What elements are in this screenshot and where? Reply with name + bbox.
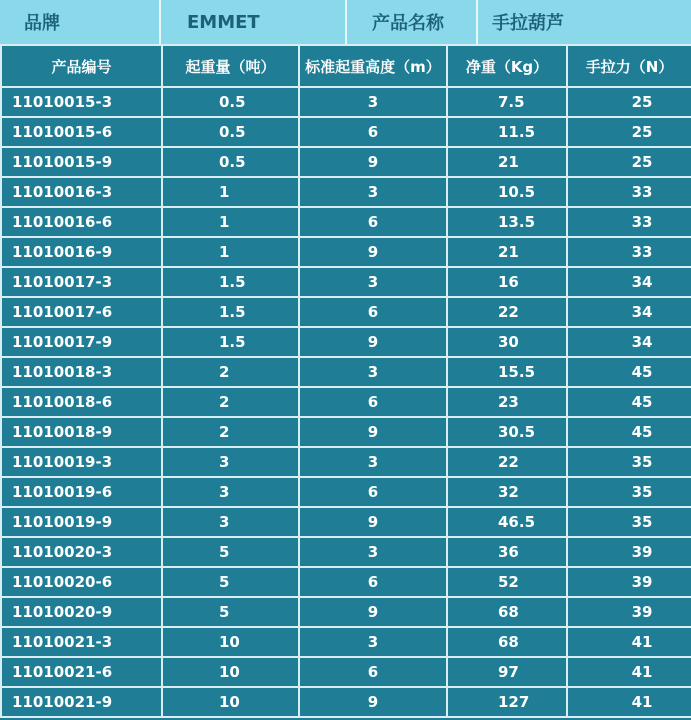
pull-force-cell: 41 bbox=[567, 687, 691, 717]
pull-force-cell: 25 bbox=[567, 87, 691, 117]
capacity-cell: 10 bbox=[162, 657, 299, 687]
table-row bbox=[1, 207, 691, 237]
lift-height-cell: 6 bbox=[299, 567, 447, 597]
table-row bbox=[1, 447, 691, 477]
pull-force-cell: 35 bbox=[567, 477, 691, 507]
pull-force-cell: 39 bbox=[567, 567, 691, 597]
lift-height-cell: 9 bbox=[299, 147, 447, 177]
net-weight-cell: 21 bbox=[447, 147, 567, 177]
capacity-cell: 0.5 bbox=[162, 117, 299, 147]
product-code-cell: 11010018-3 bbox=[1, 357, 162, 387]
product-code-cell: 11010017-6 bbox=[1, 297, 162, 327]
pull-force-cell: 33 bbox=[567, 207, 691, 237]
table-header-row bbox=[1, 45, 691, 87]
net-weight-cell: 7.5 bbox=[447, 87, 567, 117]
table-row bbox=[1, 417, 691, 447]
lift-height-cell: 6 bbox=[299, 657, 447, 687]
capacity-cell: 5 bbox=[162, 537, 299, 567]
capacity-cell: 1.5 bbox=[162, 297, 299, 327]
pull-force-cell: 34 bbox=[567, 297, 691, 327]
table-row bbox=[1, 297, 691, 327]
column-header-pull-force: 手拉力（N） bbox=[567, 45, 691, 87]
pull-force-cell: 39 bbox=[567, 597, 691, 627]
product-code-cell: 11010021-6 bbox=[1, 657, 162, 687]
product-code-cell: 11010021-3 bbox=[1, 627, 162, 657]
pull-force-cell: 41 bbox=[567, 657, 691, 687]
capacity-cell: 1 bbox=[162, 177, 299, 207]
table-row bbox=[1, 117, 691, 147]
table-row bbox=[1, 477, 691, 507]
capacity-cell: 3 bbox=[162, 447, 299, 477]
product-code-cell: 11010019-9 bbox=[1, 507, 162, 537]
product-code-cell: 11010015-9 bbox=[1, 147, 162, 177]
product-code-cell: 11010019-3 bbox=[1, 447, 162, 477]
lift-height-cell: 6 bbox=[299, 207, 447, 237]
lift-height-cell: 9 bbox=[299, 597, 447, 627]
table-row bbox=[1, 597, 691, 627]
product-code-cell: 11010021-9 bbox=[1, 687, 162, 717]
table-row bbox=[1, 327, 691, 357]
table-row bbox=[1, 237, 691, 267]
lift-height-cell: 9 bbox=[299, 327, 447, 357]
capacity-cell: 3 bbox=[162, 507, 299, 537]
net-weight-cell: 15.5 bbox=[447, 357, 567, 387]
product-code-cell: 11010015-6 bbox=[1, 117, 162, 147]
pull-force-cell: 33 bbox=[567, 177, 691, 207]
product-header bbox=[0, 0, 691, 44]
lift-height-cell: 6 bbox=[299, 477, 447, 507]
net-weight-cell: 46.5 bbox=[447, 507, 567, 537]
lift-height-cell: 9 bbox=[299, 417, 447, 447]
capacity-cell: 0.5 bbox=[162, 147, 299, 177]
lift-height-cell: 3 bbox=[299, 447, 447, 477]
net-weight-cell: 13.5 bbox=[447, 207, 567, 237]
capacity-cell: 1 bbox=[162, 237, 299, 267]
product-code-cell: 11010018-9 bbox=[1, 417, 162, 447]
product-name-label: 产品名称 bbox=[347, 0, 478, 44]
net-weight-cell: 52 bbox=[447, 567, 567, 597]
pull-force-cell: 34 bbox=[567, 327, 691, 357]
capacity-cell: 2 bbox=[162, 387, 299, 417]
pull-force-cell: 39 bbox=[567, 537, 691, 567]
table-row bbox=[1, 267, 691, 297]
net-weight-cell: 11.5 bbox=[447, 117, 567, 147]
net-weight-cell: 68 bbox=[447, 627, 567, 657]
product-code-cell: 11010017-3 bbox=[1, 267, 162, 297]
product-code-cell: 11010016-9 bbox=[1, 237, 162, 267]
table-row bbox=[1, 147, 691, 177]
column-header-code: 产品编号 bbox=[1, 45, 162, 87]
product-code-cell: 11010016-3 bbox=[1, 177, 162, 207]
net-weight-cell: 30.5 bbox=[447, 417, 567, 447]
spec-table bbox=[0, 44, 691, 718]
lift-height-cell: 9 bbox=[299, 687, 447, 717]
capacity-cell: 0.5 bbox=[162, 87, 299, 117]
table-row bbox=[1, 657, 691, 687]
table-row bbox=[1, 507, 691, 537]
net-weight-cell: 30 bbox=[447, 327, 567, 357]
lift-height-cell: 3 bbox=[299, 267, 447, 297]
pull-force-cell: 35 bbox=[567, 507, 691, 537]
net-weight-cell: 68 bbox=[447, 597, 567, 627]
net-weight-cell: 23 bbox=[447, 387, 567, 417]
product-code-cell: 11010018-6 bbox=[1, 387, 162, 417]
table-row bbox=[1, 627, 691, 657]
net-weight-cell: 21 bbox=[447, 237, 567, 267]
pull-force-cell: 45 bbox=[567, 387, 691, 417]
product-code-cell: 11010019-6 bbox=[1, 477, 162, 507]
lift-height-cell: 6 bbox=[299, 117, 447, 147]
pull-force-cell: 45 bbox=[567, 357, 691, 387]
table-body bbox=[1, 87, 691, 717]
pull-force-cell: 35 bbox=[567, 447, 691, 477]
brand-label: 品牌 bbox=[0, 0, 161, 44]
table-row bbox=[1, 567, 691, 597]
table-row bbox=[1, 537, 691, 567]
column-header-lift-height: 标准起重高度（m） bbox=[299, 45, 447, 87]
table-row bbox=[1, 87, 691, 117]
lift-height-cell: 6 bbox=[299, 387, 447, 417]
lift-height-cell: 3 bbox=[299, 357, 447, 387]
table-row bbox=[1, 177, 691, 207]
product-code-cell: 11010020-9 bbox=[1, 597, 162, 627]
lift-height-cell: 9 bbox=[299, 507, 447, 537]
net-weight-cell: 10.5 bbox=[447, 177, 567, 207]
capacity-cell: 10 bbox=[162, 627, 299, 657]
net-weight-cell: 16 bbox=[447, 267, 567, 297]
product-code-cell: 11010016-6 bbox=[1, 207, 162, 237]
pull-force-cell: 33 bbox=[567, 237, 691, 267]
table-row bbox=[1, 387, 691, 417]
product-code-cell: 11010017-9 bbox=[1, 327, 162, 357]
capacity-cell: 2 bbox=[162, 417, 299, 447]
lift-height-cell: 3 bbox=[299, 537, 447, 567]
product-code-cell: 11010020-3 bbox=[1, 537, 162, 567]
capacity-cell: 5 bbox=[162, 567, 299, 597]
net-weight-cell: 127 bbox=[447, 687, 567, 717]
net-weight-cell: 22 bbox=[447, 297, 567, 327]
lift-height-cell: 3 bbox=[299, 177, 447, 207]
pull-force-cell: 34 bbox=[567, 267, 691, 297]
net-weight-cell: 22 bbox=[447, 447, 567, 477]
lift-height-cell: 3 bbox=[299, 627, 447, 657]
table-row bbox=[1, 687, 691, 717]
capacity-cell: 5 bbox=[162, 597, 299, 627]
column-header-capacity: 起重量（吨） bbox=[162, 45, 299, 87]
capacity-cell: 1.5 bbox=[162, 327, 299, 357]
pull-force-cell: 25 bbox=[567, 147, 691, 177]
lift-height-cell: 6 bbox=[299, 297, 447, 327]
product-code-cell: 11010020-6 bbox=[1, 567, 162, 597]
net-weight-cell: 97 bbox=[447, 657, 567, 687]
product-name-value: 手拉葫芦 bbox=[492, 13, 564, 34]
capacity-cell: 2 bbox=[162, 357, 299, 387]
brand-value: EMMET bbox=[161, 0, 347, 44]
column-header-net-weight: 净重（Kg） bbox=[447, 45, 567, 87]
net-weight-cell: 36 bbox=[447, 537, 567, 567]
pull-force-cell: 45 bbox=[567, 417, 691, 447]
capacity-cell: 10 bbox=[162, 687, 299, 717]
net-weight-cell: 32 bbox=[447, 477, 567, 507]
capacity-cell: 1.5 bbox=[162, 267, 299, 297]
pull-force-cell: 25 bbox=[567, 117, 691, 147]
lift-height-cell: 9 bbox=[299, 237, 447, 267]
capacity-cell: 3 bbox=[162, 477, 299, 507]
lift-height-cell: 3 bbox=[299, 87, 447, 117]
capacity-cell: 1 bbox=[162, 207, 299, 237]
table-row bbox=[1, 357, 691, 387]
product-code-cell: 11010015-3 bbox=[1, 87, 162, 117]
pull-force-cell: 41 bbox=[567, 627, 691, 657]
